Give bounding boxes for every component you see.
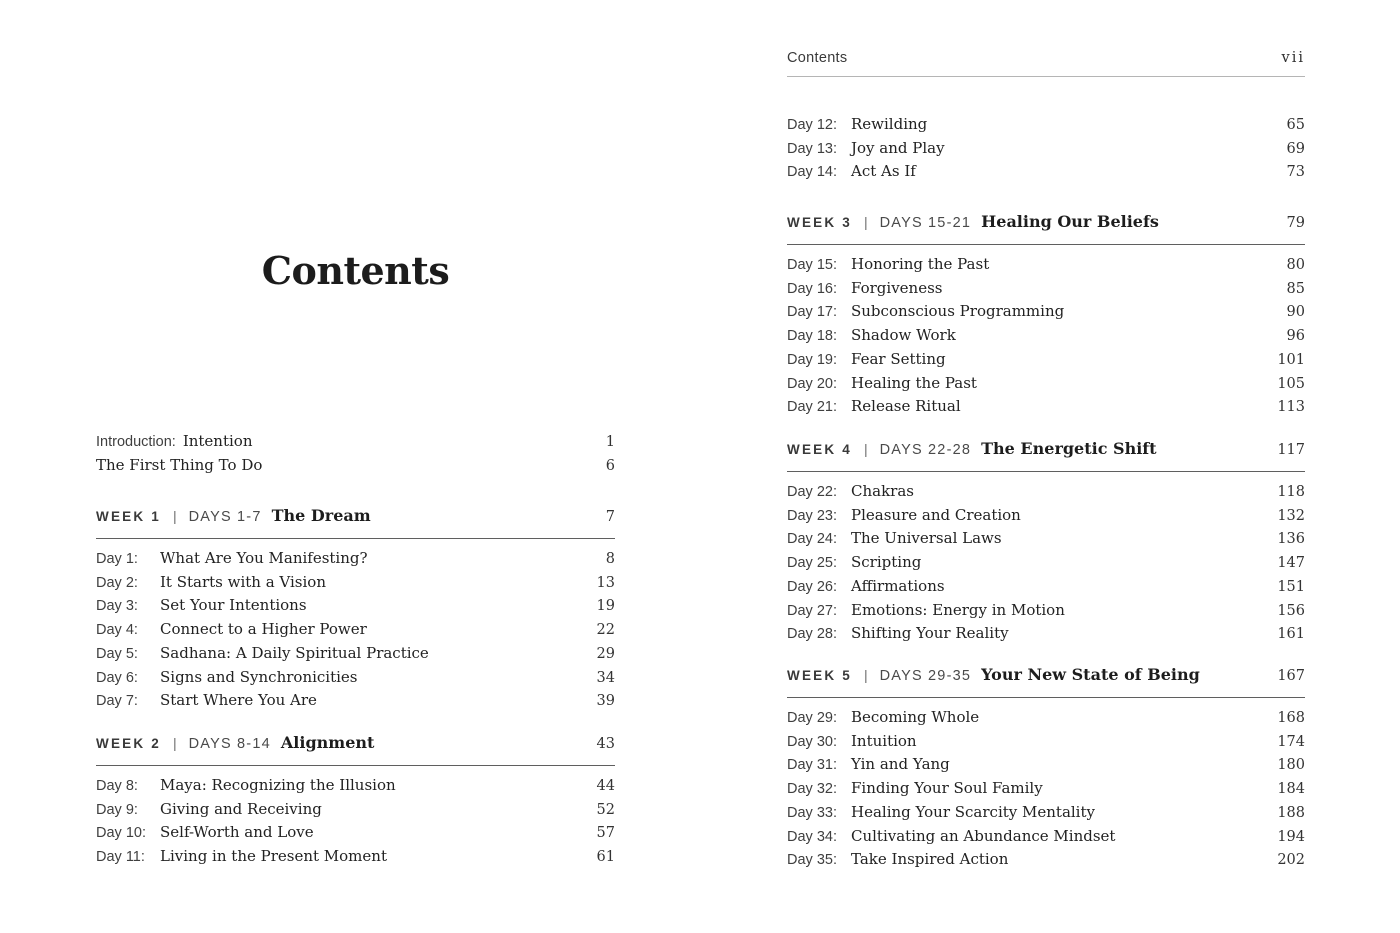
toc-entry-day-label: Day 26: <box>787 578 837 595</box>
section-page-number: 79 <box>1286 215 1305 231</box>
toc-entry <box>787 480 1305 504</box>
toc-entry <box>787 504 1305 528</box>
toc-entry-day-label: Day 4: <box>96 622 138 639</box>
toc-entry-title: Intuition <box>851 731 917 750</box>
toc-entry-label: Introduction: <box>96 434 176 450</box>
toc-entry <box>787 253 1305 277</box>
toc-entry-title: Rewilding <box>851 115 928 133</box>
toc-entry <box>96 454 615 478</box>
toc-entry-page-number: 105 <box>1277 375 1305 392</box>
toc-entry-day-label: Day 19: <box>787 351 837 368</box>
toc-entry-page-number: 132 <box>1277 507 1305 524</box>
toc-entry-page-number: 61 <box>596 849 615 866</box>
toc-entry-title: Becoming Whole <box>851 708 980 726</box>
left-page <box>96 0 615 933</box>
pipe-separator: | <box>172 735 177 751</box>
toc-entry <box>96 547 615 571</box>
toc-entry-title: The First Thing To Do <box>96 456 263 474</box>
week-2-entries <box>96 766 615 869</box>
section-heading <box>96 504 615 539</box>
toc-entry <box>787 527 1305 551</box>
toc-entry-page-number: 69 <box>1286 140 1305 157</box>
toc-entry-title: Living in the Present Moment <box>160 847 387 866</box>
toc-entry-title: It Starts with a Vision <box>160 572 326 591</box>
toc-entry-page-number: 65 <box>1286 117 1305 133</box>
days-range-label: DAYS 22-28 <box>879 442 972 458</box>
toc-entry <box>96 571 615 595</box>
toc-entry-day-label: Day 35: <box>787 852 837 869</box>
toc-entry-title: Healing the Past <box>851 373 977 392</box>
toc-entry-title: Fear Setting <box>851 349 946 368</box>
continued-entries <box>787 113 1305 184</box>
toc-entry-day-label: Day 29: <box>787 710 837 726</box>
toc-entry-day-label: Day 27: <box>787 602 837 619</box>
toc-entry-day-label: Day 28: <box>787 626 837 643</box>
toc-entry-day-label: Day 5: <box>96 645 138 662</box>
toc-entry-title: Giving and Receiving <box>160 799 322 818</box>
week-3-entries <box>787 245 1305 419</box>
toc-entry-day-label: Day 11: <box>96 849 145 866</box>
section-heading <box>96 731 615 766</box>
toc-entry-day-label: Day 24: <box>787 531 837 548</box>
section-title: Alignment <box>280 733 375 752</box>
toc-entry-page-number: 202 <box>1277 852 1305 869</box>
toc-entry-day-label: Day 32: <box>787 781 837 798</box>
toc-entry <box>96 774 615 798</box>
toc-continued-entries <box>787 113 1305 184</box>
toc-entry-title: Pleasure and Creation <box>851 505 1021 524</box>
toc-entry-title: The Universal Laws <box>851 529 1002 548</box>
toc-entry-day-label: Day 1: <box>96 551 138 567</box>
week-label: WEEK 2 <box>96 736 161 751</box>
toc-entry-day-label: Day 8: <box>96 778 138 794</box>
toc-entry <box>787 395 1305 419</box>
toc-section-week-5 <box>787 663 1305 872</box>
days-range-label: DAYS 15-21 <box>879 215 972 231</box>
pipe-separator: | <box>172 508 177 524</box>
toc-entry-page-number: 34 <box>596 669 615 686</box>
toc-entry-page-number: 39 <box>596 693 615 710</box>
toc-entry-title: Connect to a Higher Power <box>160 620 367 639</box>
toc-entry <box>787 324 1305 348</box>
section-page-number: 167 <box>1277 668 1305 684</box>
week-label: WEEK 1 <box>96 509 161 524</box>
toc-entry-page-number: 1 <box>605 434 615 450</box>
toc-entry-day-label: Day 18: <box>787 328 837 345</box>
toc-entry-title: What Are You Manifesting? <box>160 549 368 567</box>
toc-entry-title: Start Where You Are <box>160 691 317 710</box>
toc-entry <box>96 798 615 822</box>
toc-entry <box>787 137 1305 161</box>
week-label: WEEK 3 <box>787 215 852 230</box>
toc-entry <box>787 277 1305 301</box>
toc-entry-page-number: 90 <box>1286 304 1305 321</box>
toc-entry <box>787 777 1305 801</box>
toc-entry-page-number: 85 <box>1286 280 1305 297</box>
toc-entry-title: Joy and Play <box>851 138 945 157</box>
week-1-entries <box>96 539 615 713</box>
toc-entry-title: Act As If <box>851 162 916 181</box>
toc-entry <box>787 730 1305 754</box>
toc-entry-title: Cultivating an Abundance Mindset <box>851 826 1116 845</box>
page-title: Contents <box>261 248 450 293</box>
toc-entry-page-number: 136 <box>1277 531 1305 548</box>
toc-entry-page-number: 161 <box>1277 626 1305 643</box>
section-title: Healing Our Beliefs <box>981 212 1159 231</box>
week-label: WEEK 4 <box>787 442 852 457</box>
toc-entry-title: Set Your Intentions <box>160 596 307 615</box>
toc-section-week-4 <box>787 437 1305 646</box>
toc-entry-title: Yin and Yang <box>851 755 950 774</box>
week-5-entries <box>787 698 1305 872</box>
toc-entry-page-number: 8 <box>605 551 615 567</box>
toc-entry <box>787 551 1305 575</box>
toc-entry-day-label: Day 2: <box>96 574 138 591</box>
toc-entry-title: Finding Your Soul Family <box>851 779 1043 798</box>
toc-entry-day-label: Day 34: <box>787 828 837 845</box>
toc-entry-title: Sadhana: A Daily Spiritual Practice <box>160 643 429 662</box>
toc-entry <box>787 848 1305 872</box>
toc-entry-page-number: 194 <box>1277 828 1305 845</box>
toc-entry <box>787 575 1305 599</box>
toc-entry-page-number: 6 <box>605 458 615 474</box>
toc-entry-page-number: 147 <box>1277 555 1305 572</box>
toc-entry-page-number: 168 <box>1277 710 1305 726</box>
toc-entry <box>787 753 1305 777</box>
toc-entry <box>787 300 1305 324</box>
toc-entry-page-number: 151 <box>1277 578 1305 595</box>
toc-entry <box>96 618 615 642</box>
toc-entry-day-label: Day 12: <box>787 117 837 133</box>
toc-entry-page-number: 73 <box>1286 164 1305 181</box>
running-header-title: Contents <box>787 50 848 66</box>
toc-entry <box>96 594 615 618</box>
toc-entry-day-label: Day 17: <box>787 304 837 321</box>
toc-entry-page-number: 22 <box>596 622 615 639</box>
days-range-label: DAYS 1-7 <box>188 509 262 525</box>
toc-entry-page-number: 174 <box>1277 733 1305 750</box>
pipe-separator: | <box>863 667 868 683</box>
toc-entry-day-label: Day 6: <box>96 669 138 686</box>
toc-entry-page-number: 29 <box>596 645 615 662</box>
toc-entry-day-label: Day 10: <box>96 825 146 842</box>
toc-entry <box>787 706 1305 730</box>
toc-entry-page-number: 13 <box>596 574 615 591</box>
section-page-number: 43 <box>596 736 615 752</box>
pipe-separator: | <box>863 214 868 230</box>
toc-entry <box>787 348 1305 372</box>
toc-section-week-1 <box>96 504 615 713</box>
toc-entry-page-number: 118 <box>1277 484 1305 500</box>
toc-entry-page-number: 80 <box>1286 257 1305 273</box>
toc-entry-title: Scripting <box>851 553 922 572</box>
toc-entry-title: Take Inspired Action <box>851 850 1009 869</box>
toc-entry-page-number: 52 <box>596 801 615 818</box>
week-4-entries <box>787 472 1305 646</box>
week-label: WEEK 5 <box>787 668 852 683</box>
toc-entry-day-label: Day 14: <box>787 164 837 181</box>
toc-entry-day-label: Day 23: <box>787 507 837 524</box>
toc-entry-page-number: 44 <box>596 778 615 794</box>
toc-section-week-2 <box>96 731 615 869</box>
toc-entry-title: Shifting Your Reality <box>851 624 1009 643</box>
toc-entry-day-label: Day 3: <box>96 598 138 615</box>
toc-entry <box>787 825 1305 849</box>
running-header <box>787 48 1305 77</box>
toc-entry <box>96 666 615 690</box>
toc-entry-day-label: Day 25: <box>787 555 837 572</box>
toc-entry-title: Honoring the Past <box>851 255 990 273</box>
section-heading <box>787 437 1305 472</box>
toc-section-week-3 <box>787 210 1305 419</box>
toc-entry-title: Shadow Work <box>851 326 956 345</box>
section-title: Your New State of Being <box>981 665 1200 684</box>
toc-entry <box>96 845 615 869</box>
toc-entry-title: Forgiveness <box>851 278 943 297</box>
toc-entry-day-label: Day 30: <box>787 733 837 750</box>
toc-entry-day-label: Day 16: <box>787 280 837 297</box>
folio-page-number: vii <box>1281 50 1305 66</box>
toc-entry-title: Emotions: Energy in Motion <box>851 600 1065 619</box>
toc-entry <box>96 642 615 666</box>
section-heading <box>787 663 1305 698</box>
toc-entry-page-number: 96 <box>1286 328 1305 345</box>
toc-entry-title: Maya: Recognizing the Illusion <box>160 776 396 794</box>
toc-front-matter <box>96 430 615 478</box>
toc-entry-page-number: 188 <box>1277 804 1305 821</box>
toc-entry-title: Intention <box>182 432 253 450</box>
section-page-number: 7 <box>605 509 615 525</box>
toc-entry-day-label: Day 9: <box>96 801 138 818</box>
days-range-label: DAYS 8-14 <box>188 736 271 752</box>
section-title: The Energetic Shift <box>981 439 1157 458</box>
toc-entry <box>787 599 1305 623</box>
section-page-number: 117 <box>1277 442 1305 458</box>
toc-entry-day-label: Day 15: <box>787 257 837 273</box>
toc-entry-title: Release Ritual <box>851 397 961 416</box>
toc-entry-title: Healing Your Scarcity Mentality <box>851 802 1095 821</box>
toc-entry-title: Chakras <box>851 482 914 500</box>
toc-entry <box>787 113 1305 137</box>
toc-entry <box>787 801 1305 825</box>
toc-entry <box>96 821 615 845</box>
toc-entry-title: Subconscious Programming <box>851 302 1065 321</box>
toc-entry-title: Affirmations <box>851 576 945 595</box>
toc-entry <box>96 689 615 713</box>
toc-entry <box>96 430 615 454</box>
toc-entry-page-number: 101 <box>1277 351 1305 368</box>
right-page <box>787 0 1305 933</box>
toc-entry-page-number: 19 <box>596 598 615 615</box>
toc-entry-title: Self-Worth and Love <box>160 823 314 842</box>
toc-entry-day-label: Day 21: <box>787 399 837 416</box>
toc-entry-day-label: Day 20: <box>787 375 837 392</box>
section-heading <box>787 210 1305 245</box>
days-range-label: DAYS 29-35 <box>879 668 972 684</box>
toc-entry-day-label: Day 33: <box>787 804 837 821</box>
toc-entry-day-label: Day 13: <box>787 140 837 157</box>
section-title: The Dream <box>271 506 371 525</box>
toc-entry-page-number: 113 <box>1277 399 1305 416</box>
toc-entry-page-number: 184 <box>1277 781 1305 798</box>
toc-entry-page-number: 156 <box>1277 602 1305 619</box>
toc-entry-page-number: 57 <box>596 825 615 842</box>
toc-entry <box>787 372 1305 396</box>
toc-entry-day-label: Day 31: <box>787 757 837 774</box>
toc-entry-title: Signs and Synchronicities <box>160 667 358 686</box>
pipe-separator: | <box>863 441 868 457</box>
toc-entry <box>787 622 1305 646</box>
toc-entry-day-label: Day 7: <box>96 693 138 710</box>
toc-entry-page-number: 180 <box>1277 757 1305 774</box>
toc-entry-day-label: Day 22: <box>787 484 837 500</box>
toc-entry <box>787 160 1305 184</box>
